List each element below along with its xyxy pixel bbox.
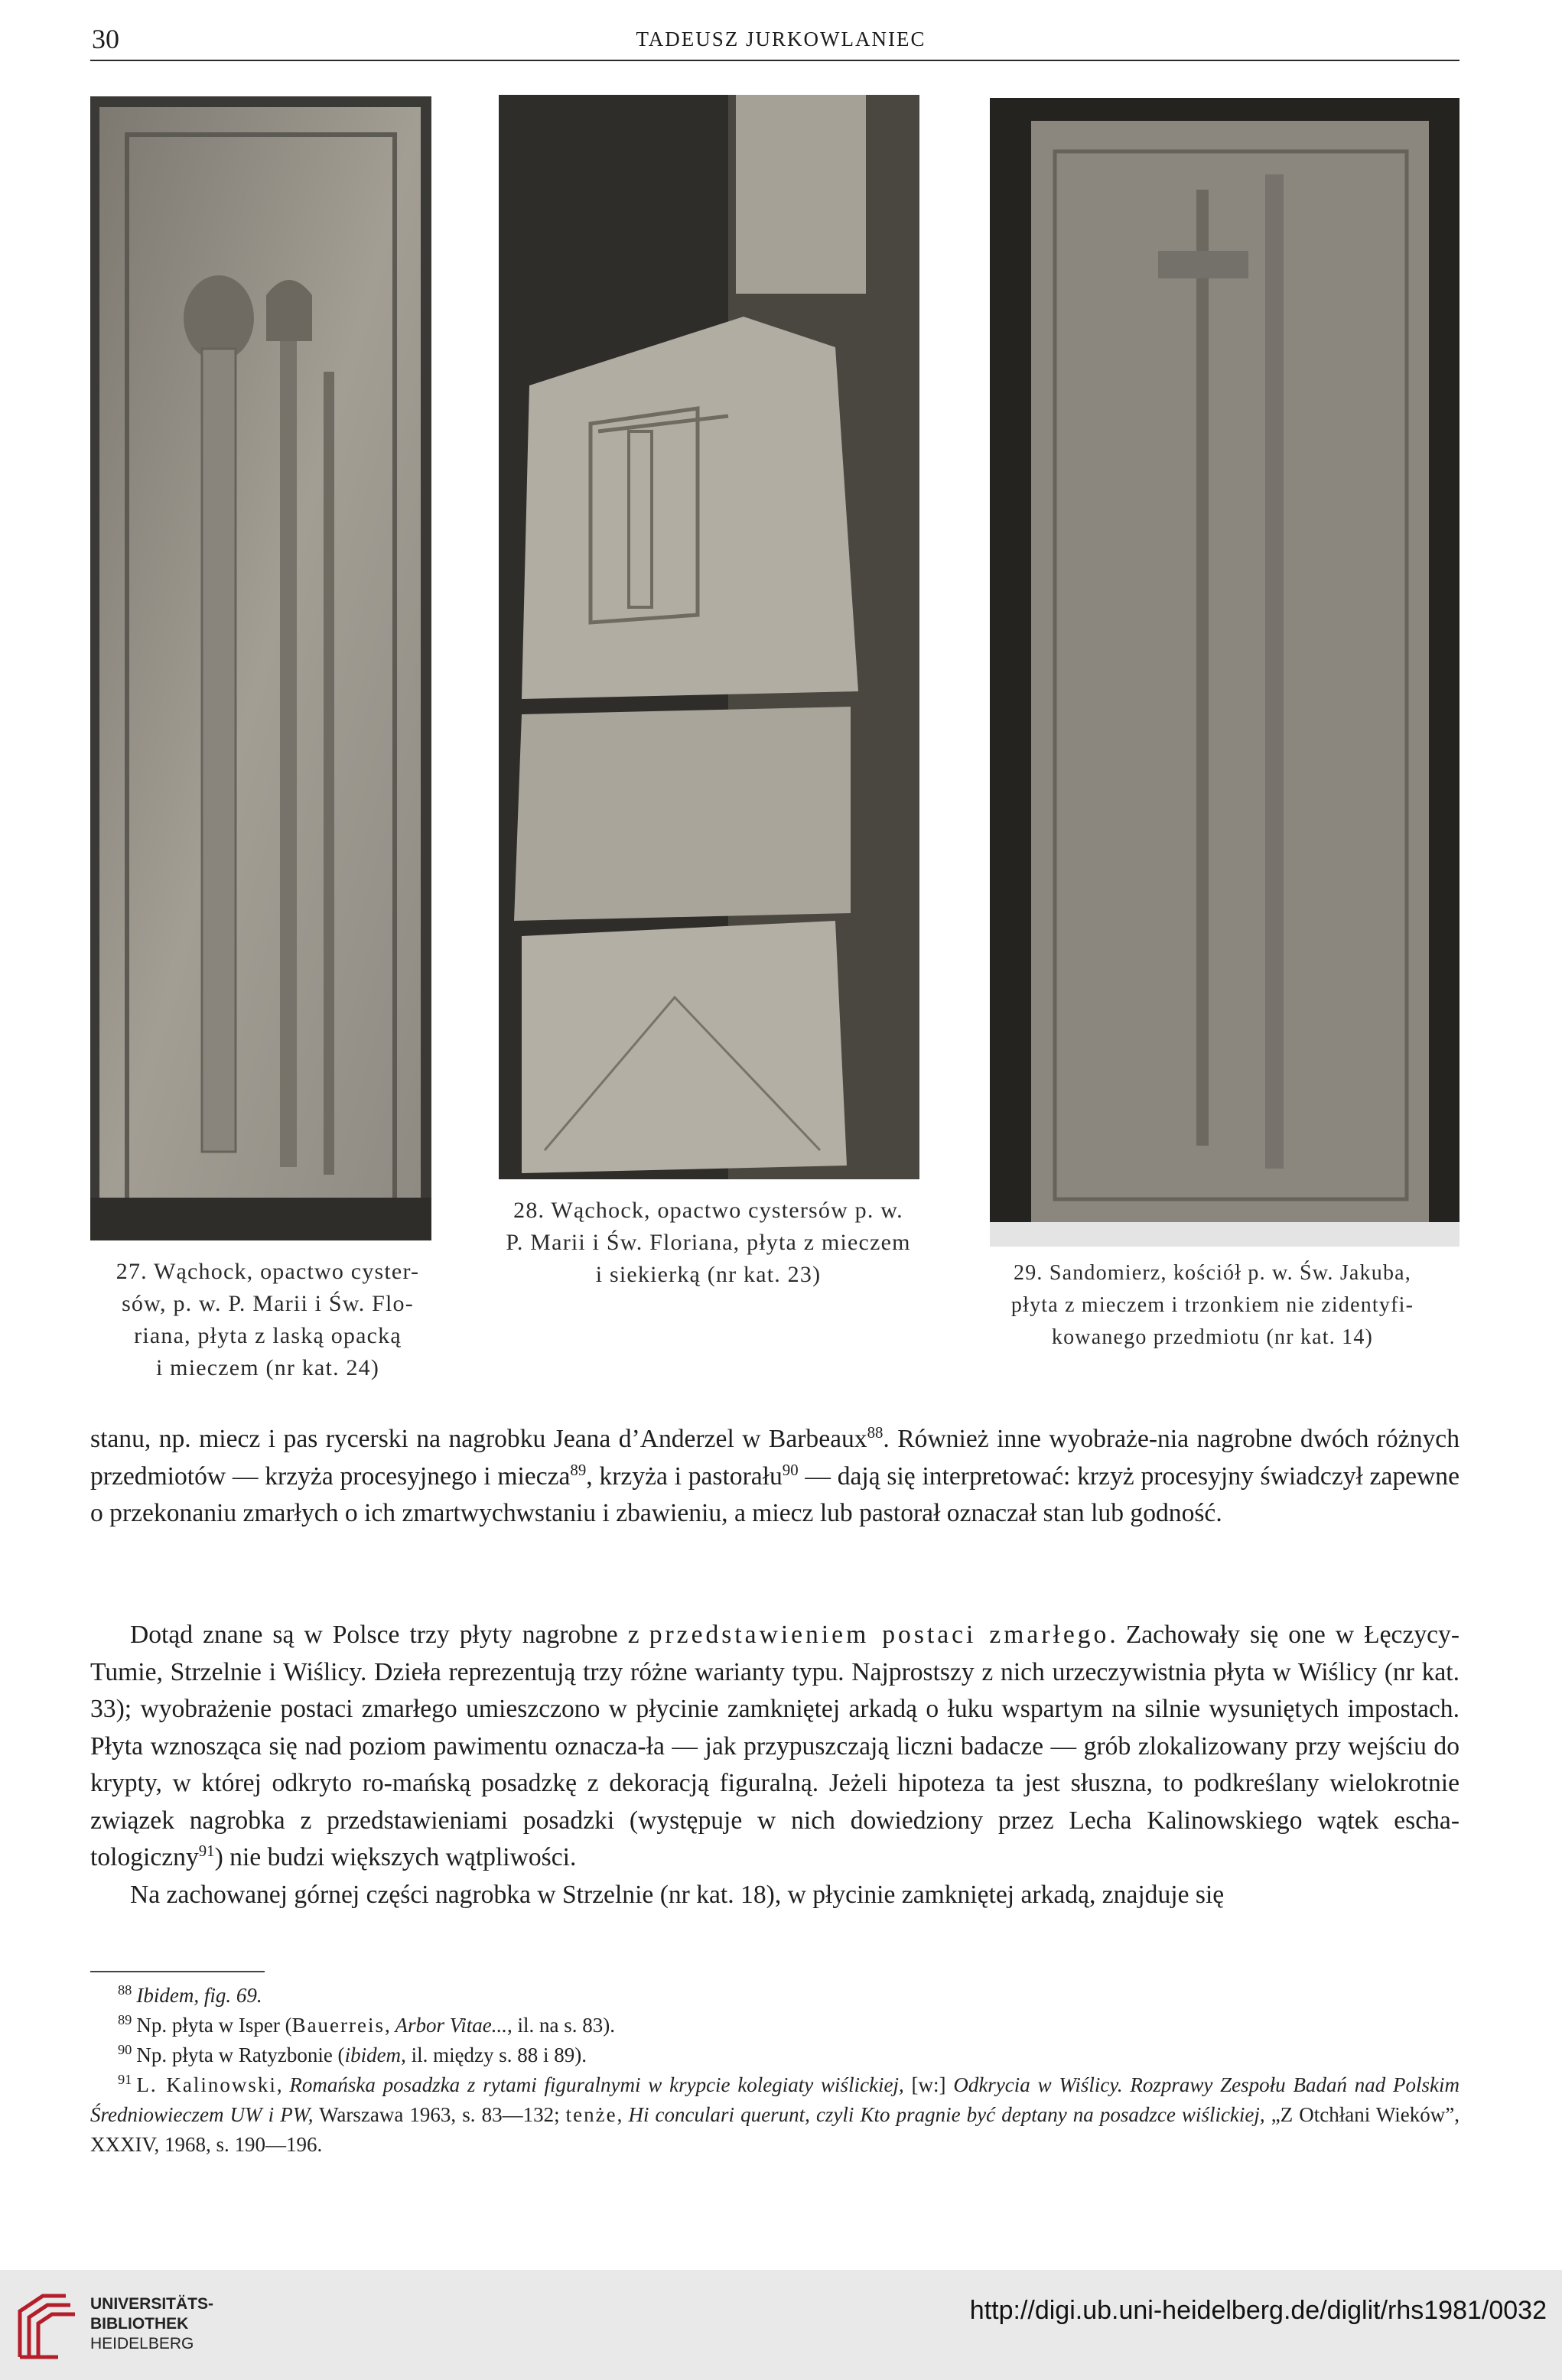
footnote-91: $^{91}$ L. Kalinowski, Romańska posadzka z rytami figuralnymi w krypcie kolegiaty wiślickiej, [w:] Odkrycia w Wiślicy. Rozprawy Zespołu Badań nad Polskim Średniowieczem UW i PW, Warszawa 1963, s. 83—132; tenże, Hi conculari querunt, czyli Kto pragnie być deptany na posadzce wiślickiej, „Z Otchłani Wieków”, XXXIV, 1968, s. 190—196. xyxy=(90,2072,1459,2156)
paragraph: stanu, np. miecz i pas rycerski na nagrobku Jeana d’Anderzel w Barbeaux$^{88}$. Również inne wyobraże-nia nagrobne dwóch różnych przedmiotów — krzyża procesyjnego i miecza$^{89}$, krzyża i pastorału$^{90}$ — dają się interpretować: krzyż procesyjny świadczył zapewne o przekonaniu zmarłych o ich zmartwychwstaniu i zbawieniu, a miecz lub pastorał oznaczał stan lub godność. xyxy=(90,1422,1459,1527)
paragraph: Dotąd znane są w Polsce trzy płyty nagrobne z przedstawieniem postaci zmarłego. Zachowały się one w Łęczycy-Tumie, Strzelnie i Wiślicy. Dzieła reprezentują trzy różne warianty typu. Najprostszy z nich urzeczywistnia płyta w Wiślicy (nr kat. 33); wyobrażenie postaci zmarłego umieszczono w płycinie zamkniętej arkadą o łuku wspartym na silnie wysuniętych impostach. Płyta wznosząca się nad poziom pawimentu oznacza-ła — jak przypuszczają liczni badacze — grób zlokalizowany przy wejściu do krypty, w której odkryto ro-mańską posadzkę z dekoracją figuralną. Jeżeli hipoteza ta jest słuszna, to podkreślany wielokrotnie związek nagrobka z przedstawieniami posadzki (występuje w nich dowiedziony przez Lecha Kalinowskiego wątek escha-tologiczny$^{91}$) nie budzi większych wątpliwości. xyxy=(90,1621,1460,1871)
footnote-88: $^{88}$ Ibidem, fig. 69. xyxy=(118,1982,262,2007)
source-url-link[interactable]: http://digi.ub.uni-heidelberg.de/diglit/rhs1981/0032 xyxy=(969,2296,1547,2325)
figure-28-photo xyxy=(499,95,919,1179)
footnote-89: $^{89}$ Np. płyta w Isper (Bauerreis, Arbor Vitae..., il. na s. 83). xyxy=(118,2012,615,2037)
paragraph: Na zachowanej górnej części nagrobka w Strzelnie (nr kat. 18), w płycinie zamkniętej arkadą, znajduje się xyxy=(130,1880,1225,1909)
figure-29-caption: 29. Sandomierz, kościół p. w. Św. Jakuba, płyta z mieczem i trzonkiem nie zidentyfi- kowanego przedmiotu (nr kat. 14) xyxy=(1010,1261,1414,1349)
page-number: 30 xyxy=(92,24,119,54)
figure-29-photo xyxy=(990,98,1459,1247)
footnote-rule xyxy=(90,1971,265,1972)
library-name: UNIVERSITÄTS- BIBLIOTHEK HEIDELBERG xyxy=(90,2295,214,2352)
library-logo-icon xyxy=(12,2288,80,2365)
header-rule xyxy=(90,60,1459,61)
figure-27-caption: 27. Wąchock, opactwo cyster- sów, p. w. P. Marii i Św. Flo- riana, płyta z laską opacką i mieczem (nr kat. 24) xyxy=(116,1259,420,1380)
running-title: TADEUSZ JURKOWLANIEC xyxy=(636,28,926,50)
footnote-90: $^{90}$ Np. płyta w Ratyzbonie (ibidem, il. między s. 88 i 89). xyxy=(118,2042,587,2066)
body-text xyxy=(90,1421,1459,1533)
body-text-2 xyxy=(90,1617,1459,1913)
figure-28-caption: 28. Wąchock, opactwo cystersów p. w. P. Marii i Św. Floriana, płyta z mieczem i siekierką (nr kat. 23) xyxy=(506,1198,911,1287)
figure-27-photo xyxy=(90,96,431,1240)
footnotes xyxy=(90,1981,1459,2160)
